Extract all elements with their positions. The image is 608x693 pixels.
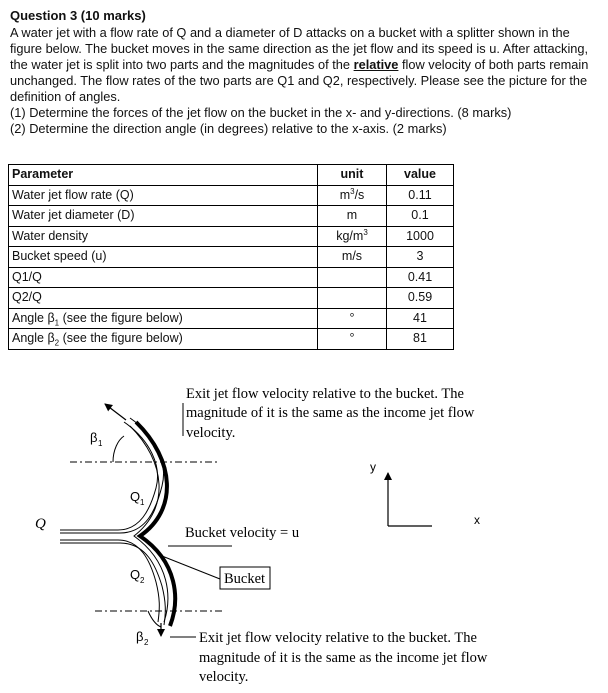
param-name: Water jet diameter (D)	[9, 206, 318, 227]
beta2-label	[136, 629, 149, 647]
svg-text:2: 2	[144, 638, 149, 647]
question-part-2: (2) Determine the direction angle (in degrees) relative to the x-axis. (2 marks)	[10, 121, 447, 136]
bucket-label: Bucket	[224, 571, 266, 587]
bottom-note-line: velocity.	[199, 669, 249, 685]
param-name: Q1/Q	[9, 267, 318, 288]
param-name: Angle $\beta_1$ (see the figure below)	[9, 308, 318, 329]
top-note	[186, 386, 475, 441]
beta1-arc	[113, 436, 124, 462]
param-name: Water jet flow rate (Q)	[9, 185, 318, 206]
param-unit: °	[318, 329, 387, 350]
y-axis-label: y	[370, 460, 376, 474]
question-body	[10, 25, 602, 137]
top-note-line: magnitude of it is the same as the income jet flow	[186, 405, 475, 421]
param-value: 41	[387, 308, 454, 329]
table-row	[9, 226, 454, 247]
table-row	[9, 288, 454, 309]
param-name: Water density	[9, 226, 318, 247]
svg-text:1: 1	[140, 498, 145, 507]
param-name: Q2/Q	[9, 288, 318, 309]
param-unit	[318, 288, 387, 309]
table-row	[9, 308, 454, 329]
param-unit: $kg/m^3$	[318, 226, 387, 247]
relative-word: relative	[353, 57, 399, 72]
param-unit: °	[318, 308, 387, 329]
param-name: Bucket speed (u)	[9, 247, 318, 268]
header-value: value	[387, 165, 454, 186]
param-value: 81	[387, 329, 454, 350]
param-value: 0.1	[387, 206, 454, 227]
x-axis-label: x	[474, 513, 480, 527]
bucket-velocity-label: Bucket velocity = u	[185, 525, 300, 541]
param-value: 0.41	[387, 267, 454, 288]
bucket-shape	[136, 422, 175, 626]
table-row	[9, 185, 454, 206]
question-intro: A water jet with a flow rate of Q and a diameter of D attacks on a bucket with a splitter shown in the figure below. The bucket moves in the same direction as the jet flow and its speed is u. After attacking, the water jet is split into two parts and the magnitudes of the relative flow velocity of both parts remain unchanged. The flow rates of the two parts are Q1 and Q2, respectively. Please see the picture for the definition of angles.	[10, 25, 589, 104]
svg-text:β: β	[136, 629, 144, 644]
table-row	[9, 206, 454, 227]
svg-text:1: 1	[98, 439, 103, 448]
header-parameter: Parameter	[9, 165, 318, 186]
question-title: Question 3 (10 marks)	[10, 8, 146, 23]
top-note-line: Exit jet flow velocity relative to the bucket. The	[186, 386, 464, 402]
param-value: 0.59	[387, 288, 454, 309]
param-unit: m/s	[318, 247, 387, 268]
svg-text:Q: Q	[130, 567, 141, 582]
table-row	[9, 247, 454, 268]
q1-label	[130, 489, 145, 507]
bottom-note-line: Exit jet flow velocity relative to the bucket. The	[199, 630, 477, 646]
param-value: 3	[387, 247, 454, 268]
bottom-note-line: magnitude of it is the same as the income jet flow	[199, 650, 488, 666]
svg-text:2: 2	[140, 576, 145, 585]
question-part-1: (1) Determine the forces of the jet flow on the bucket in the x- and y-directions. (8 marks)	[10, 105, 512, 120]
beta1-label	[90, 430, 103, 448]
param-value: 0.11	[387, 185, 454, 206]
jet-stream	[60, 418, 165, 625]
param-unit: m	[318, 206, 387, 227]
param-name: Angle $\beta_2$ (see the figure below)	[9, 329, 318, 350]
svg-text:β: β	[90, 430, 98, 445]
bucket-figure	[0, 370, 608, 693]
svg-text:Q: Q	[130, 489, 141, 504]
header-unit: unit	[318, 165, 387, 186]
q-label: Q	[35, 516, 46, 532]
table-row	[9, 329, 454, 350]
bottom-note	[199, 630, 488, 685]
param-unit	[318, 267, 387, 288]
top-note-line: velocity.	[186, 425, 236, 441]
param-unit: $m^3/s$	[318, 185, 387, 206]
q2-label	[130, 567, 145, 585]
table-header-row	[9, 165, 454, 186]
param-value: 1000	[387, 226, 454, 247]
table-row	[9, 267, 454, 288]
parameter-table	[8, 164, 454, 350]
exit-arrow-top	[105, 404, 126, 420]
